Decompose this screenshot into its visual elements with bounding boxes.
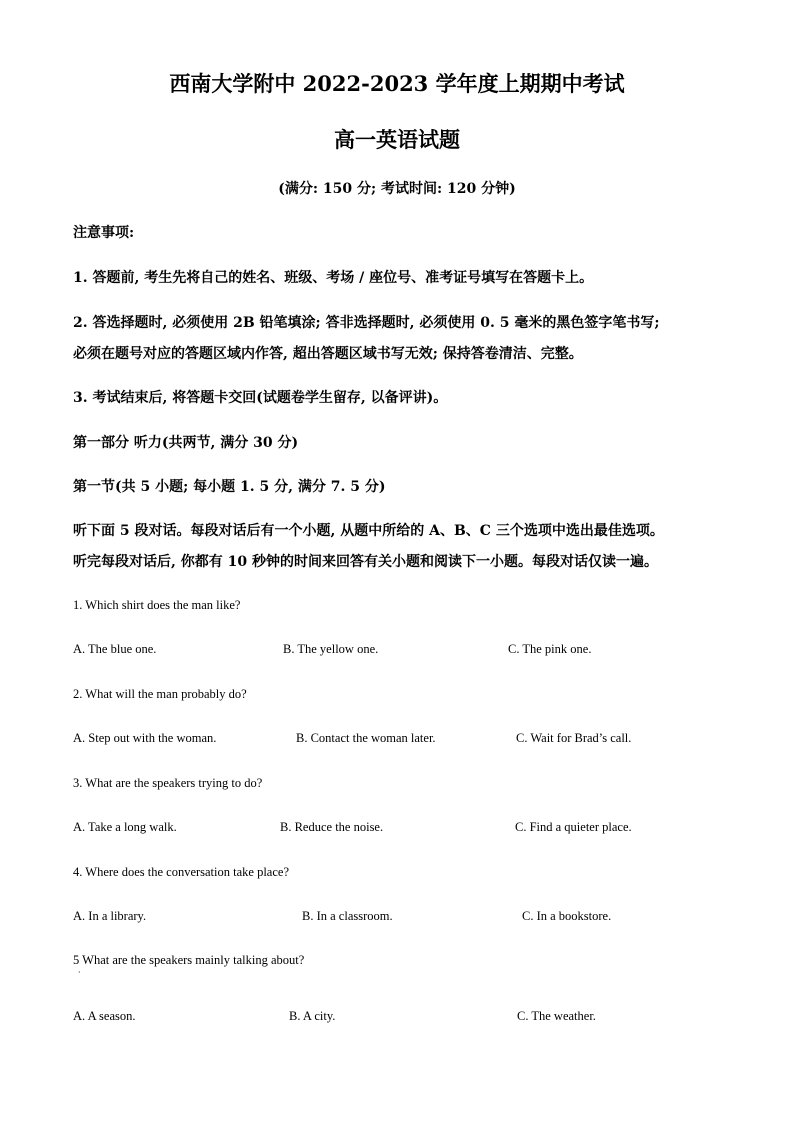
- exam-meta: (满分: 150 分; 考试时间: 120 分钟): [278, 181, 516, 197]
- q2-option-b: B. Contact the woman later.: [296, 731, 436, 745]
- q5-option-a: A. A season.: [73, 1009, 136, 1023]
- q4-option-b: B. In a classroom.: [302, 909, 393, 923]
- q2-option-c: C. Wait for Brad’s call.: [516, 731, 632, 745]
- question-3: 3. What are the speakers trying to do?: [73, 776, 263, 790]
- part1-heading: 第一部分 听力(共两节, 满分 30 分): [73, 435, 299, 451]
- question-4: 4. Where does the conversation take place?: [73, 865, 289, 879]
- instructions-line-1: 听下面 5 段对话。每段对话后有一个小题, 从题中所给的 A、B、C 三个选项中选出最佳选项。: [73, 523, 664, 539]
- question-2: 2. What will the man probably do?: [73, 687, 247, 701]
- q4-option-c: C. In a bookstore.: [522, 909, 612, 923]
- q1-option-a: A. The blue one.: [73, 642, 157, 656]
- notes-heading: 注意事项:: [73, 225, 135, 241]
- q3-option-b: B. Reduce the noise.: [280, 820, 384, 834]
- stray-dot-mark: ·: [78, 968, 81, 977]
- note-item-1: 1. 答题前, 考生先将自己的姓名、班级、考场 / 座位号、准考证号填写在答题卡上。: [73, 270, 594, 286]
- q1-option-b: B. The yellow one.: [283, 642, 379, 656]
- note-item-2-line-2: 必须在题号对应的答题区域内作答, 超出答题区域书写无效; 保持答卷清洁、完整。: [73, 346, 583, 362]
- q3-option-a: A. Take a long walk.: [73, 820, 177, 834]
- q5-option-b: B. A city.: [289, 1009, 336, 1023]
- q1-option-c: C. The pink one.: [508, 642, 592, 656]
- exam-title: 西南大学附中 2022-2023 学年度上期期中考试: [169, 71, 625, 96]
- q5-option-c: C. The weather.: [517, 1009, 596, 1023]
- question-5: 5 What are the speakers mainly talking about?: [73, 953, 305, 967]
- instructions-line-2: 听完每段对话后, 你都有 10 秒钟的时间来回答有关小题和阅读下一小题。每段对话仅读一遍。: [73, 554, 658, 570]
- note-item-3: 3. 考试结束后, 将答题卡交回(试题卷学生留存, 以备评讲)。: [73, 390, 448, 406]
- q4-option-a: A. In a library.: [73, 909, 147, 923]
- note-item-2-line-1: 2. 答选择题时, 必须使用 2B 铅笔填涂; 答非选择题时, 必须使用 0. 5 毫米的黑色签字笔书写;: [73, 315, 660, 331]
- q2-option-a: A. Step out with the woman.: [73, 731, 217, 745]
- q3-option-c: C. Find a quieter place.: [515, 820, 632, 834]
- exam-subtitle: 高一英语试题: [334, 127, 460, 152]
- question-1: 1. Which shirt does the man like?: [73, 598, 241, 612]
- section1-heading: 第一节(共 5 小题; 每小题 1. 5 分, 满分 7. 5 分): [73, 479, 386, 495]
